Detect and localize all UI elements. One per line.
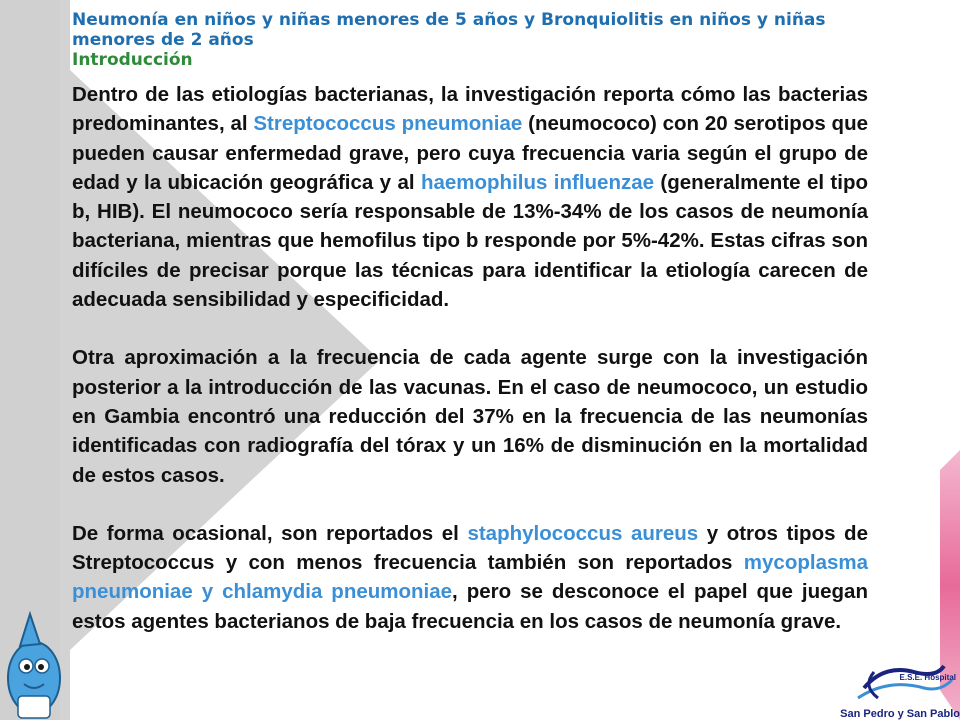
paragraph1-text-c: (generalmente el tipo b, HIB). El neumococo sería responsable de 13%-34% de los casos de neumonía bacteriana, mientras que hemofilus tipo b responde por 5%-42%. Estas cifras son difíciles de precisar porque las técnicas para identificar la etiología carecen de adecuada sensibilidad y especificidad. [72,170,868,312]
paragraph3-text-c: , pero se desconoce el papel que juegan estos agentes bacterianos de baja frecuencia en los casos de neumonía grave. [72,580,868,633]
paragraph3-text-a: De forma ocasional, son reportados el [72,521,468,545]
logo-line-1: E.S.E. Hospital [899,673,956,682]
highlight-streptococcus: Streptococcus pneumoniae [253,112,523,136]
paragraph1-text-b: (neumococo) con 20 serotipos que pueden causar enfermedad grave, pero cuya frecuencia varia según el grupo de edad y la ubicación geográfica y al [72,112,868,194]
logo-line-2: San Pedro y San Pablo [840,708,960,720]
highlight-staphylococcus: staphylococcus aureus [467,521,699,545]
section-title: Introducción [72,50,193,70]
paragraph3-text-b: y otros tipos de Streptococcus y con menos frecuencia también son reportados [72,521,868,575]
paragraph-ocasional [72,519,868,636]
slide-title: Neumonía en niños y niñas menores de 5 años y Bronquiolitis en niños y niñas menores de 2 años [72,10,826,50]
highlight-haemophilus: haemophilus influenzae [420,170,655,194]
body-text [72,80,868,665]
mascot-illustration [0,608,70,720]
slide-header [72,10,872,70]
paragraph1-text-a: Dentro de las etiologías bacterianas, la investigación reporta cómo las bacterias predominantes, al [72,83,868,136]
paragraph-etiologias [72,80,868,314]
highlight-mycoplasma: mycoplasma pneumoniae y chlamydia pneumoniae [72,551,868,604]
paragraph-vacunas: Otra aproximación a la frecuencia de cada agente surge con la investigación posterior a la introducción de las vacunas. En el caso de neumococo, un estudio en Gambia encontró una reducción del 37% en la frecuencia de las neumonías identificadas con radiografía del tórax y un 16% de disminución en la mortalidad de estos casos. [72,346,868,487]
